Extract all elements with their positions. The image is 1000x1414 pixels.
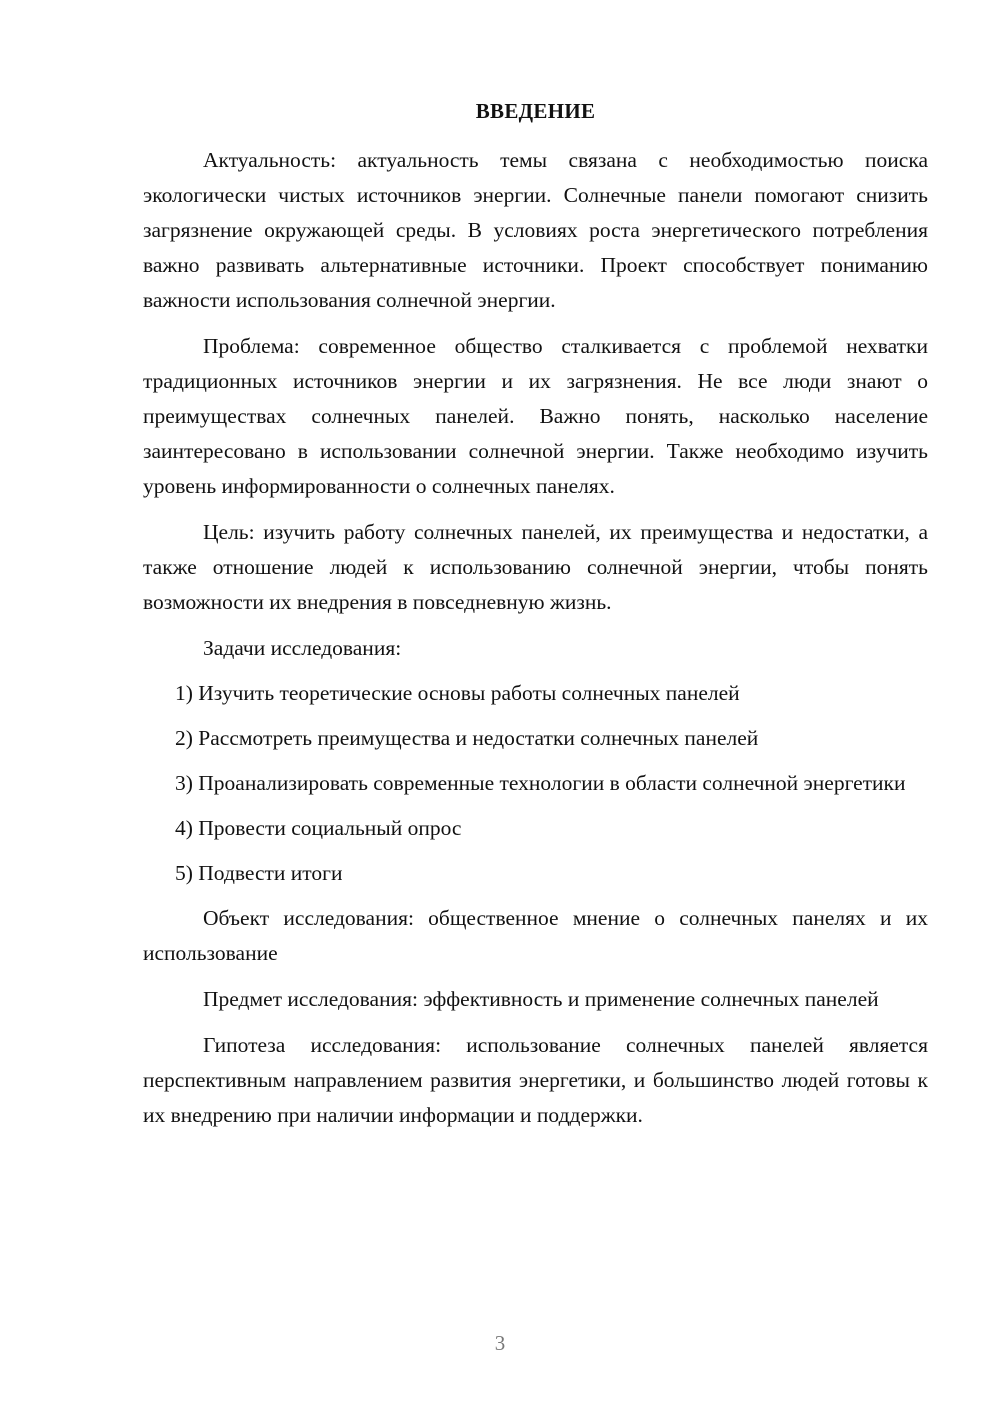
problem-paragraph: Проблема: современное общество сталкивается с проблемой нехватки традиционных источников энергии и их загрязнения. Не все люди знают о преимуществах солнечных панелей. Важно понять, насколько население заинтересовано в использовании солнечной энергии. Также необходимо изучить уровень информированности о солнечных панелях. — [143, 334, 928, 498]
task-item-3: 3) Проанализировать современные технологии в области солнечной энергетики — [175, 771, 906, 795]
task-item-5: 5) Подвести итоги — [175, 861, 343, 885]
page-number: 3 — [494, 1331, 506, 1355]
tasks-heading: Задачи исследования: — [203, 636, 402, 660]
relevance-paragraph: Актуальность: актуальность темы связана с необходимостью поиска экологически чистых источников энергии. Солнечные панели помогают снизить загрязнение окружающей среды. В условиях роста энергетического потребления важно развивать альтернативные источники. Проект способствует пониманию важности использования солнечной энергии. — [143, 148, 928, 312]
task-item-4: 4) Провести социальный опрос — [175, 816, 462, 840]
task-item-1: 1) Изучить теоретические основы работы солнечных панелей — [175, 681, 740, 705]
page-title: ВВЕДЕНИЕ — [475, 99, 596, 123]
goal-paragraph: Цель: изучить работу солнечных панелей, их преимущества и недостатки, а также отношение людей к использованию солнечной энергии, чтобы понять возможности их внедрения в повседневную жизнь. — [143, 520, 928, 614]
subject-paragraph: Предмет исследования: эффективность и применение солнечных панелей — [203, 987, 879, 1011]
hypothesis-paragraph: Гипотеза исследования: использование солнечных панелей является перспективным направлением развития энергетики, и большинство людей готовы к их внедрению при наличии информации и поддержки. — [143, 1033, 928, 1127]
document-page — [143, 96, 928, 1144]
task-item-2: 2) Рассмотреть преимущества и недостатки солнечных панелей — [175, 726, 759, 750]
object-paragraph: Объект исследования: общественное мнение о солнечных панелях и их использование — [143, 906, 928, 965]
